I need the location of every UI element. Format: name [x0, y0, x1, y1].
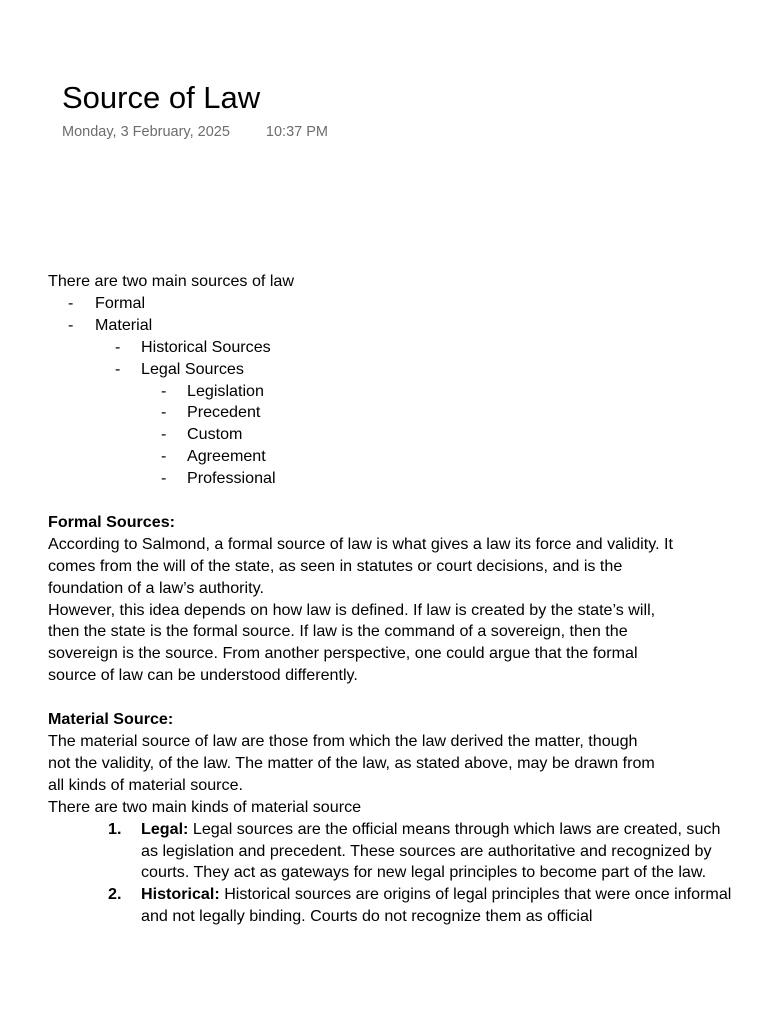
dash-bullet: -	[68, 315, 74, 334]
page-date: Monday, 3 February, 2025	[62, 124, 230, 140]
list-item-historical-sources	[48, 337, 738, 359]
page-time: 10:37 PM	[265, 124, 328, 140]
dash-bullet: -	[68, 293, 74, 312]
paragraph-line: According to Salmond, a formal source of law is what gives a law its force and validity. It	[48, 534, 673, 553]
section-heading-material: Material Source:	[48, 710, 174, 729]
list-item-agreement	[48, 446, 738, 468]
paragraph-line: all kinds of material source.	[48, 775, 243, 794]
dash-bullet: -	[115, 359, 121, 378]
item-term: Legal:	[141, 819, 189, 838]
spacer	[48, 490, 738, 512]
list-item-label: Historical Sources	[141, 337, 271, 356]
dash-bullet: -	[161, 469, 167, 488]
dash-bullet: -	[161, 381, 167, 400]
numbered-item-legal	[48, 819, 738, 885]
dash-bullet: -	[161, 403, 167, 422]
dash-bullet: -	[161, 425, 167, 444]
paragraph-line: The material source of law are those from which the law derived the matter, though	[48, 732, 638, 750]
list-item-legal-sources	[48, 359, 738, 381]
list-item-formal	[48, 293, 738, 315]
page-timestamp	[62, 122, 328, 142]
list-item-legislation	[48, 381, 738, 403]
numbered-item-historical	[48, 884, 738, 928]
list-item-professional	[48, 468, 738, 490]
paragraph-line: not the validity, of the law. The matter of the law, as stated above, may be drawn from	[48, 753, 655, 772]
list-item-label: Material	[95, 315, 153, 334]
dash-bullet: -	[115, 337, 121, 356]
intro-text: There are two main sources of law	[48, 272, 294, 290]
item-number: 2.	[108, 885, 122, 904]
item-text: Legal sources are the official means through which laws are created, such as legislation and precedent. These sources are authoritative and recognized by courts. They act as gateways for new legal principles to become part of the law.	[141, 819, 721, 882]
list-item-precedent	[48, 402, 738, 424]
spacer	[48, 687, 738, 709]
list-item-label: Legislation	[187, 381, 264, 400]
item-number: 1.	[108, 819, 122, 838]
list-item-label: Formal	[95, 293, 146, 312]
item-text: Historical sources are origins of legal principles that were once informal and not legally binding. Courts do not recognize them as official	[141, 885, 732, 926]
item-term: Historical:	[141, 885, 220, 904]
section-heading-formal: Formal Sources:	[48, 512, 175, 531]
paragraph-line: foundation of a law’s authority.	[48, 578, 264, 597]
list-item-label: Precedent	[187, 403, 261, 422]
paragraph-line: sovereign is the source. From another perspective, one could argue that the formal	[48, 644, 638, 663]
list-item-label: Legal Sources	[141, 359, 244, 378]
paragraph-line: comes from the will of the state, as seen in statutes or court decisions, and is the	[48, 556, 623, 575]
paragraph-line: source of law can be understood differently.	[48, 666, 358, 685]
page-title: Source of Law	[62, 80, 261, 115]
list-item-custom	[48, 424, 738, 446]
paragraph-line: There are two main kinds of material source	[48, 797, 362, 816]
paragraph-line: then the state is the formal source. If law is the command of a sovereign, then the	[48, 622, 628, 641]
paragraph-line: However, this idea depends on how law is defined. If law is created by the state’s will,	[48, 600, 656, 619]
dash-bullet: -	[161, 447, 167, 466]
list-item-label: Agreement	[187, 447, 266, 466]
list-item-label: Professional	[187, 469, 276, 488]
list-item-material	[48, 315, 738, 337]
list-item-label: Custom	[187, 425, 243, 444]
note-body	[48, 271, 738, 928]
